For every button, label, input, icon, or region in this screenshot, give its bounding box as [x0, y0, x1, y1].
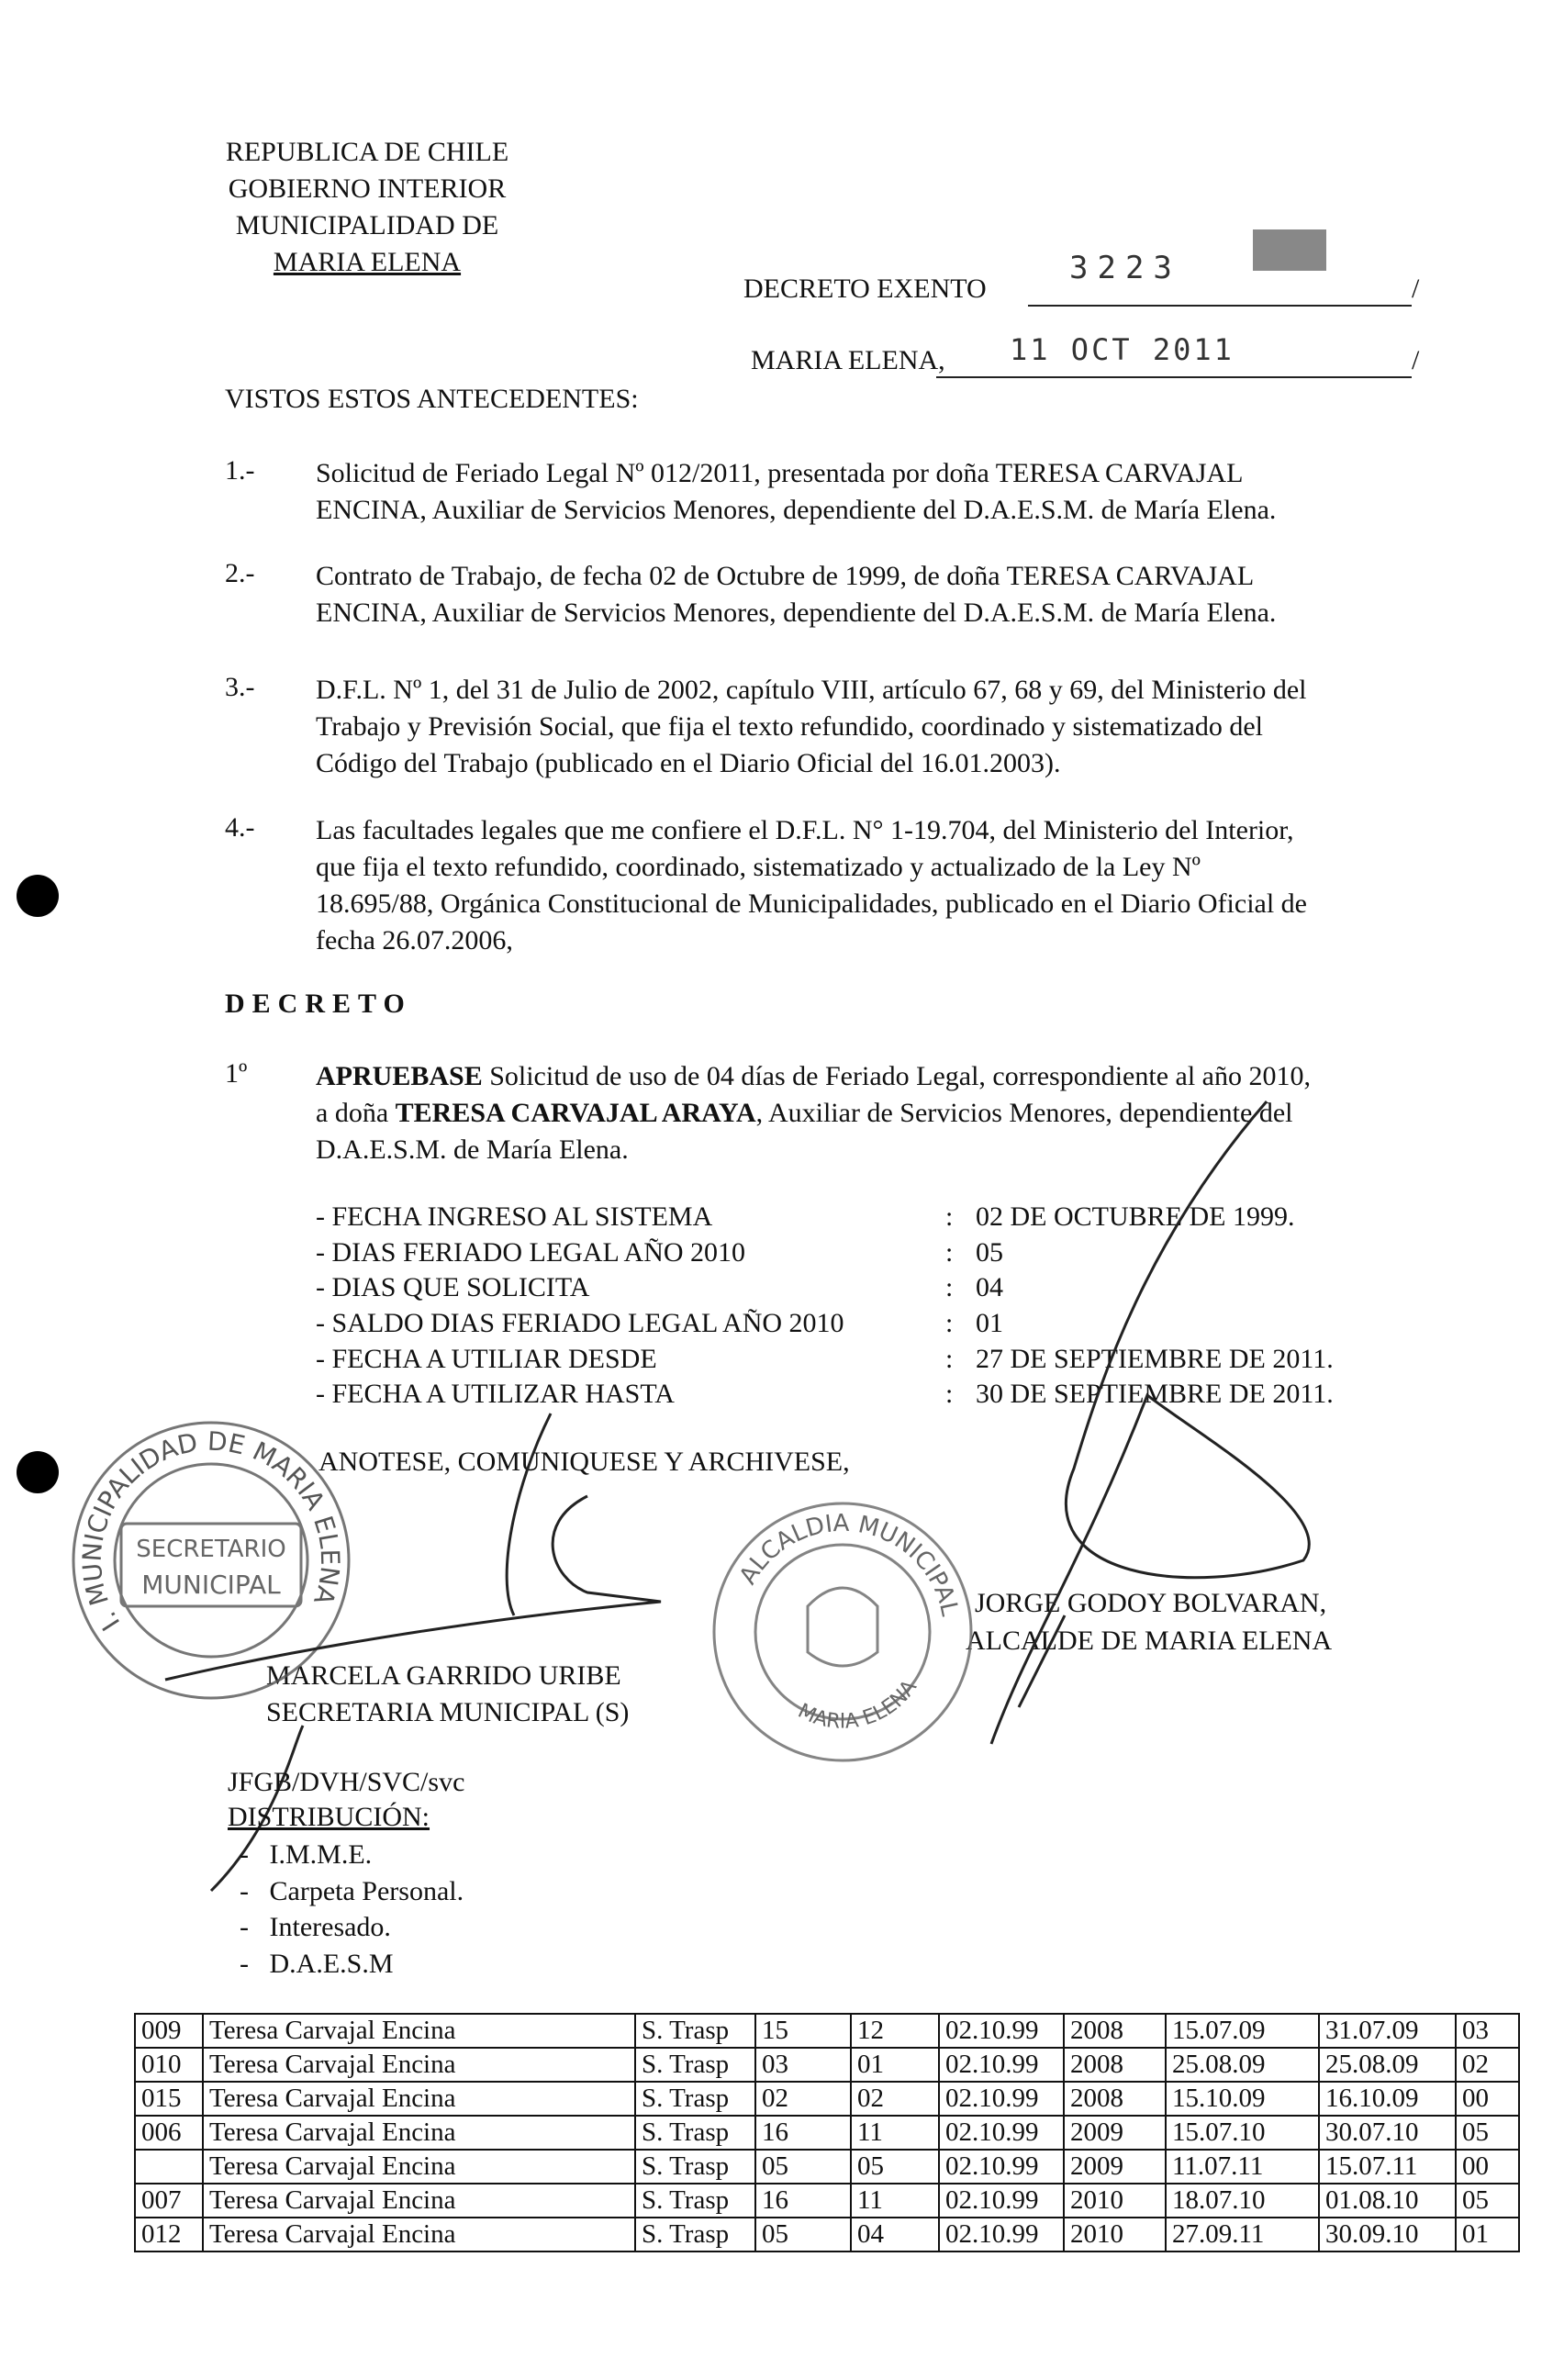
table-cell: 25.08.09 [1166, 2048, 1319, 2082]
text-line: 18.695/88, Orgánica Constitucional de Municipalidades, publicado en el Diario Oficial de [316, 888, 1307, 919]
text-line: D.A.E.S.M. de María Elena. [316, 1134, 629, 1165]
table-cell: 05 [851, 2150, 939, 2184]
text: a doña [316, 1098, 396, 1128]
field-value: 30 DE SEPTIEMBRE DE 2011. [976, 1379, 1334, 1410]
mayor-title: ALCALDE DE MARIA ELENA [966, 1626, 1333, 1656]
place-label: MARIA ELENA, [751, 345, 945, 375]
table-cell: S. Trasp [635, 2150, 755, 2184]
table-cell: 00 [1456, 2082, 1519, 2116]
table-cell: 01.08.10 [1319, 2184, 1456, 2218]
table-cell: 006 [135, 2116, 203, 2150]
letterhead-line: REPUBLICA DE CHILE [225, 137, 509, 167]
table-cell: S. Trasp [635, 2082, 755, 2116]
mayor-name: JORGE GODOY BOLVARAN, [975, 1588, 1327, 1618]
stamp-center-text: MUNICIPAL [141, 1570, 281, 1600]
table-cell: 18.07.10 [1166, 2184, 1319, 2218]
table-row [135, 2184, 1519, 2218]
table-cell: 02 [755, 2082, 851, 2116]
table-cell: 00 [1456, 2150, 1519, 2184]
distribution-title: DISTRIBUCIÓN: [228, 1802, 430, 1832]
distribution-list [240, 1837, 464, 1983]
table-cell: S. Trasp [635, 2218, 755, 2252]
table-cell: 02.10.99 [939, 2218, 1064, 2252]
table-cell: Teresa Carvajal Encina [203, 2082, 635, 2116]
table-cell: Teresa Carvajal Encina [203, 2116, 635, 2150]
distribution-label: Interesado. [269, 1912, 391, 1943]
table-cell: 03 [755, 2048, 851, 2082]
table-cell: 02.10.99 [939, 2116, 1064, 2150]
table-cell: S. Trasp [635, 2048, 755, 2082]
table-cell: Teresa Carvajal Encina [203, 2014, 635, 2048]
item-number: 4.- [225, 812, 255, 843]
table-cell: 02 [851, 2082, 939, 2116]
field-value: 04 [976, 1272, 1003, 1303]
table-cell: 015 [135, 2082, 203, 2116]
table-cell: 16.10.09 [1319, 2082, 1456, 2116]
secretary-name: MARCELA GARRIDO URIBE [266, 1660, 621, 1691]
table-cell: 02.10.99 [939, 2014, 1064, 2048]
table-cell: 15.10.09 [1166, 2082, 1319, 2116]
text-line: D.F.L. Nº 1, del 31 de Julio de 2002, capítulo VIII, artículo 67, 68 y 69, del Ministerio del [316, 675, 1307, 705]
table-cell: 2009 [1064, 2116, 1166, 2150]
stamp-center-text: SECRETARIO [136, 1536, 286, 1563]
distribution-item: - I.M.M.E. [240, 1839, 373, 1870]
slash: / [1412, 345, 1420, 375]
item-number: 3.- [225, 672, 255, 702]
table-row [135, 2116, 1519, 2150]
table-cell: Teresa Carvajal Encina [203, 2184, 635, 2218]
field-label: - FECHA INGRESO AL SISTEMA [316, 1201, 713, 1232]
field-value: 01 [976, 1308, 1003, 1339]
item-number: 1.- [225, 455, 255, 486]
slash: / [1412, 274, 1420, 304]
table-cell: 02.10.99 [939, 2184, 1064, 2218]
colon: : [945, 1201, 954, 1232]
table-cell: 2010 [1064, 2184, 1166, 2218]
table-cell: 31.07.09 [1319, 2014, 1456, 2048]
table-cell: 11 [851, 2184, 939, 2218]
text-line: Las facultades legales que me confiere el D.F.L. N° 1-19.704, del Ministerio del Interior, [316, 815, 1294, 845]
table-cell: 05 [1456, 2184, 1519, 2218]
distribution-item: - D.A.E.S.M [240, 1949, 394, 1980]
distribution-label: Carpeta Personal. [269, 1875, 464, 1906]
leave-history-table [134, 2013, 1520, 2252]
table-cell: 16 [755, 2184, 851, 2218]
letterhead-line: GOBIERNO INTERIOR [228, 173, 507, 204]
table-cell: 04 [851, 2218, 939, 2252]
text-line: fecha 26.07.2006, [316, 925, 513, 955]
text-line: Solicitud de Feriado Legal Nº 012/2011, presentada por doña TERESA CARVAJAL [316, 458, 1244, 488]
field-value: 27 DE SEPTIEMBRE DE 2011. [976, 1343, 1334, 1374]
text: , Auxiliar de Servicios Menores, dependiente del [755, 1098, 1293, 1128]
closing-text: ANOTESE, COMUNIQUESE Y ARCHIVESE, [318, 1447, 850, 1477]
colon: : [945, 1236, 954, 1268]
table-cell: 012 [135, 2218, 203, 2252]
table-cell: 15.07.11 [1319, 2150, 1456, 2184]
table-cell: Teresa Carvajal Encina [203, 2048, 635, 2082]
stamp-ring-text: I. MUNICIPALIDAD DE MARIA ELENA [76, 1425, 346, 1637]
colon: : [945, 1343, 954, 1374]
table-cell: 02.10.99 [939, 2082, 1064, 2116]
text-line: Trabajo y Previsión Social, que fija el texto refundido, coordinado y sistematizado del [316, 711, 1263, 742]
table-cell: 010 [135, 2048, 203, 2082]
bold-text: APRUEBASE [316, 1061, 483, 1091]
decree-label: DECRETO EXENTO [743, 274, 987, 304]
table-cell: 15.07.09 [1166, 2014, 1319, 2048]
table-cell: 02.10.99 [939, 2048, 1064, 2082]
field-label: - SALDO DIAS FERIADO LEGAL AÑO 2010 [316, 1308, 844, 1339]
table-cell: 27.09.11 [1166, 2218, 1319, 2252]
table-cell: 25.08.09 [1319, 2048, 1456, 2082]
text: Solicitud de uso de 04 días de Feriado Legal, correspondiente al año 2010, [482, 1061, 1311, 1091]
table-cell: 02 [1456, 2048, 1519, 2082]
letterhead-line: MARIA ELENA [273, 247, 462, 277]
table-cell: 12 [851, 2014, 939, 2048]
table-cell: 02.10.99 [939, 2150, 1064, 2184]
table-cell: 15 [755, 2014, 851, 2048]
table-cell: 11 [851, 2116, 939, 2150]
letterhead-line: MUNICIPALIDAD DE [235, 210, 499, 240]
table-cell: 05 [755, 2150, 851, 2184]
table-cell: Teresa Carvajal Encina [203, 2218, 635, 2252]
table-cell: 11.07.11 [1166, 2150, 1319, 2184]
distribution-label: I.M.M.E. [269, 1839, 373, 1870]
text-line: Código del Trabajo (publicado en el Diario Oficial del 16.01.2003). [316, 748, 1061, 778]
field-value: 02 DE OCTUBRE DE 1999. [976, 1201, 1295, 1232]
table-cell: 009 [135, 2014, 203, 2048]
text-line: ENCINA, Auxiliar de Servicios Menores, dependiente del D.A.E.S.M. de María Elena. [316, 495, 1277, 525]
punch-hole [17, 875, 59, 917]
secretary-title: SECRETARIA MUNICIPAL (S) [266, 1697, 630, 1727]
table-row [135, 2014, 1519, 2048]
table-cell: 30.09.10 [1319, 2218, 1456, 2252]
table-cell: 15.07.10 [1166, 2116, 1319, 2150]
table-cell: Teresa Carvajal Encina [203, 2150, 635, 2184]
table-cell: 01 [851, 2048, 939, 2082]
decree-number: 3223 [1069, 250, 1181, 286]
table-row [135, 2150, 1519, 2184]
field-value: 05 [976, 1236, 1003, 1268]
text-line: Contrato de Trabajo, de fecha 02 de Octubre de 1999, de doña TERESA CARVAJAL [316, 561, 1255, 591]
stamp-ring-text: ALCALDIA MUNICIPAL [734, 1509, 964, 1619]
table-row [135, 2048, 1519, 2082]
table-cell: 2008 [1064, 2082, 1166, 2116]
table-cell: S. Trasp [635, 2116, 755, 2150]
item-number: 2.- [225, 558, 255, 588]
colon: : [945, 1308, 954, 1339]
punch-hole [17, 1451, 59, 1493]
colon: : [945, 1272, 954, 1303]
table-cell: 30.07.10 [1319, 2116, 1456, 2150]
field-label: - FECHA A UTILIZAR HASTA [316, 1379, 675, 1410]
vistos-title: VISTOS ESTOS ANTECEDENTES: [225, 384, 639, 414]
text-line: que fija el texto refundido, coordinado, sistematizado y actualizado de la Ley Nº [316, 852, 1201, 882]
distribution-label: D.A.E.S.M [269, 1949, 394, 1980]
table-cell: 03 [1456, 2014, 1519, 2048]
distribution-item: - Interesado. [240, 1912, 391, 1943]
table-row [135, 2218, 1519, 2252]
field-label: - FECHA A UTILIAR DESDE [316, 1343, 657, 1374]
table-row [135, 2082, 1519, 2116]
table-cell: 2008 [1064, 2048, 1166, 2082]
table-cell: S. Trasp [635, 2014, 755, 2048]
date-stamp: 11 OCT 2011 [1010, 332, 1235, 367]
text-line: ENCINA, Auxiliar de Servicios Menores, dependiente del D.A.E.S.M. de María Elena. [316, 598, 1277, 628]
distribution-item: - Carpeta Personal. [240, 1875, 464, 1906]
colon: : [945, 1379, 954, 1410]
table-cell: 05 [1456, 2116, 1519, 2150]
table-cell: S. Trasp [635, 2184, 755, 2218]
table-cell: 007 [135, 2184, 203, 2218]
stamp-ring-text: MARIA ELENA [794, 1676, 922, 1734]
table-cell: 2010 [1064, 2218, 1166, 2252]
table-cell: 05 [755, 2218, 851, 2252]
initials: JFGB/DVH/SVC/svc [228, 1767, 465, 1797]
field-label: - DIAS FERIADO LEGAL AÑO 2010 [316, 1236, 746, 1268]
table-cell [135, 2150, 203, 2184]
decreto-title: DECRETO [225, 989, 412, 1019]
table-cell: 2009 [1064, 2150, 1166, 2184]
field-label: - DIAS QUE SOLICITA [316, 1272, 590, 1303]
item-number: 1º [225, 1058, 248, 1089]
table-cell: 2008 [1064, 2014, 1166, 2048]
table-cell: 16 [755, 2116, 851, 2150]
bold-text: TERESA CARVAJAL ARAYA [395, 1098, 756, 1128]
table-cell: 01 [1456, 2218, 1519, 2252]
